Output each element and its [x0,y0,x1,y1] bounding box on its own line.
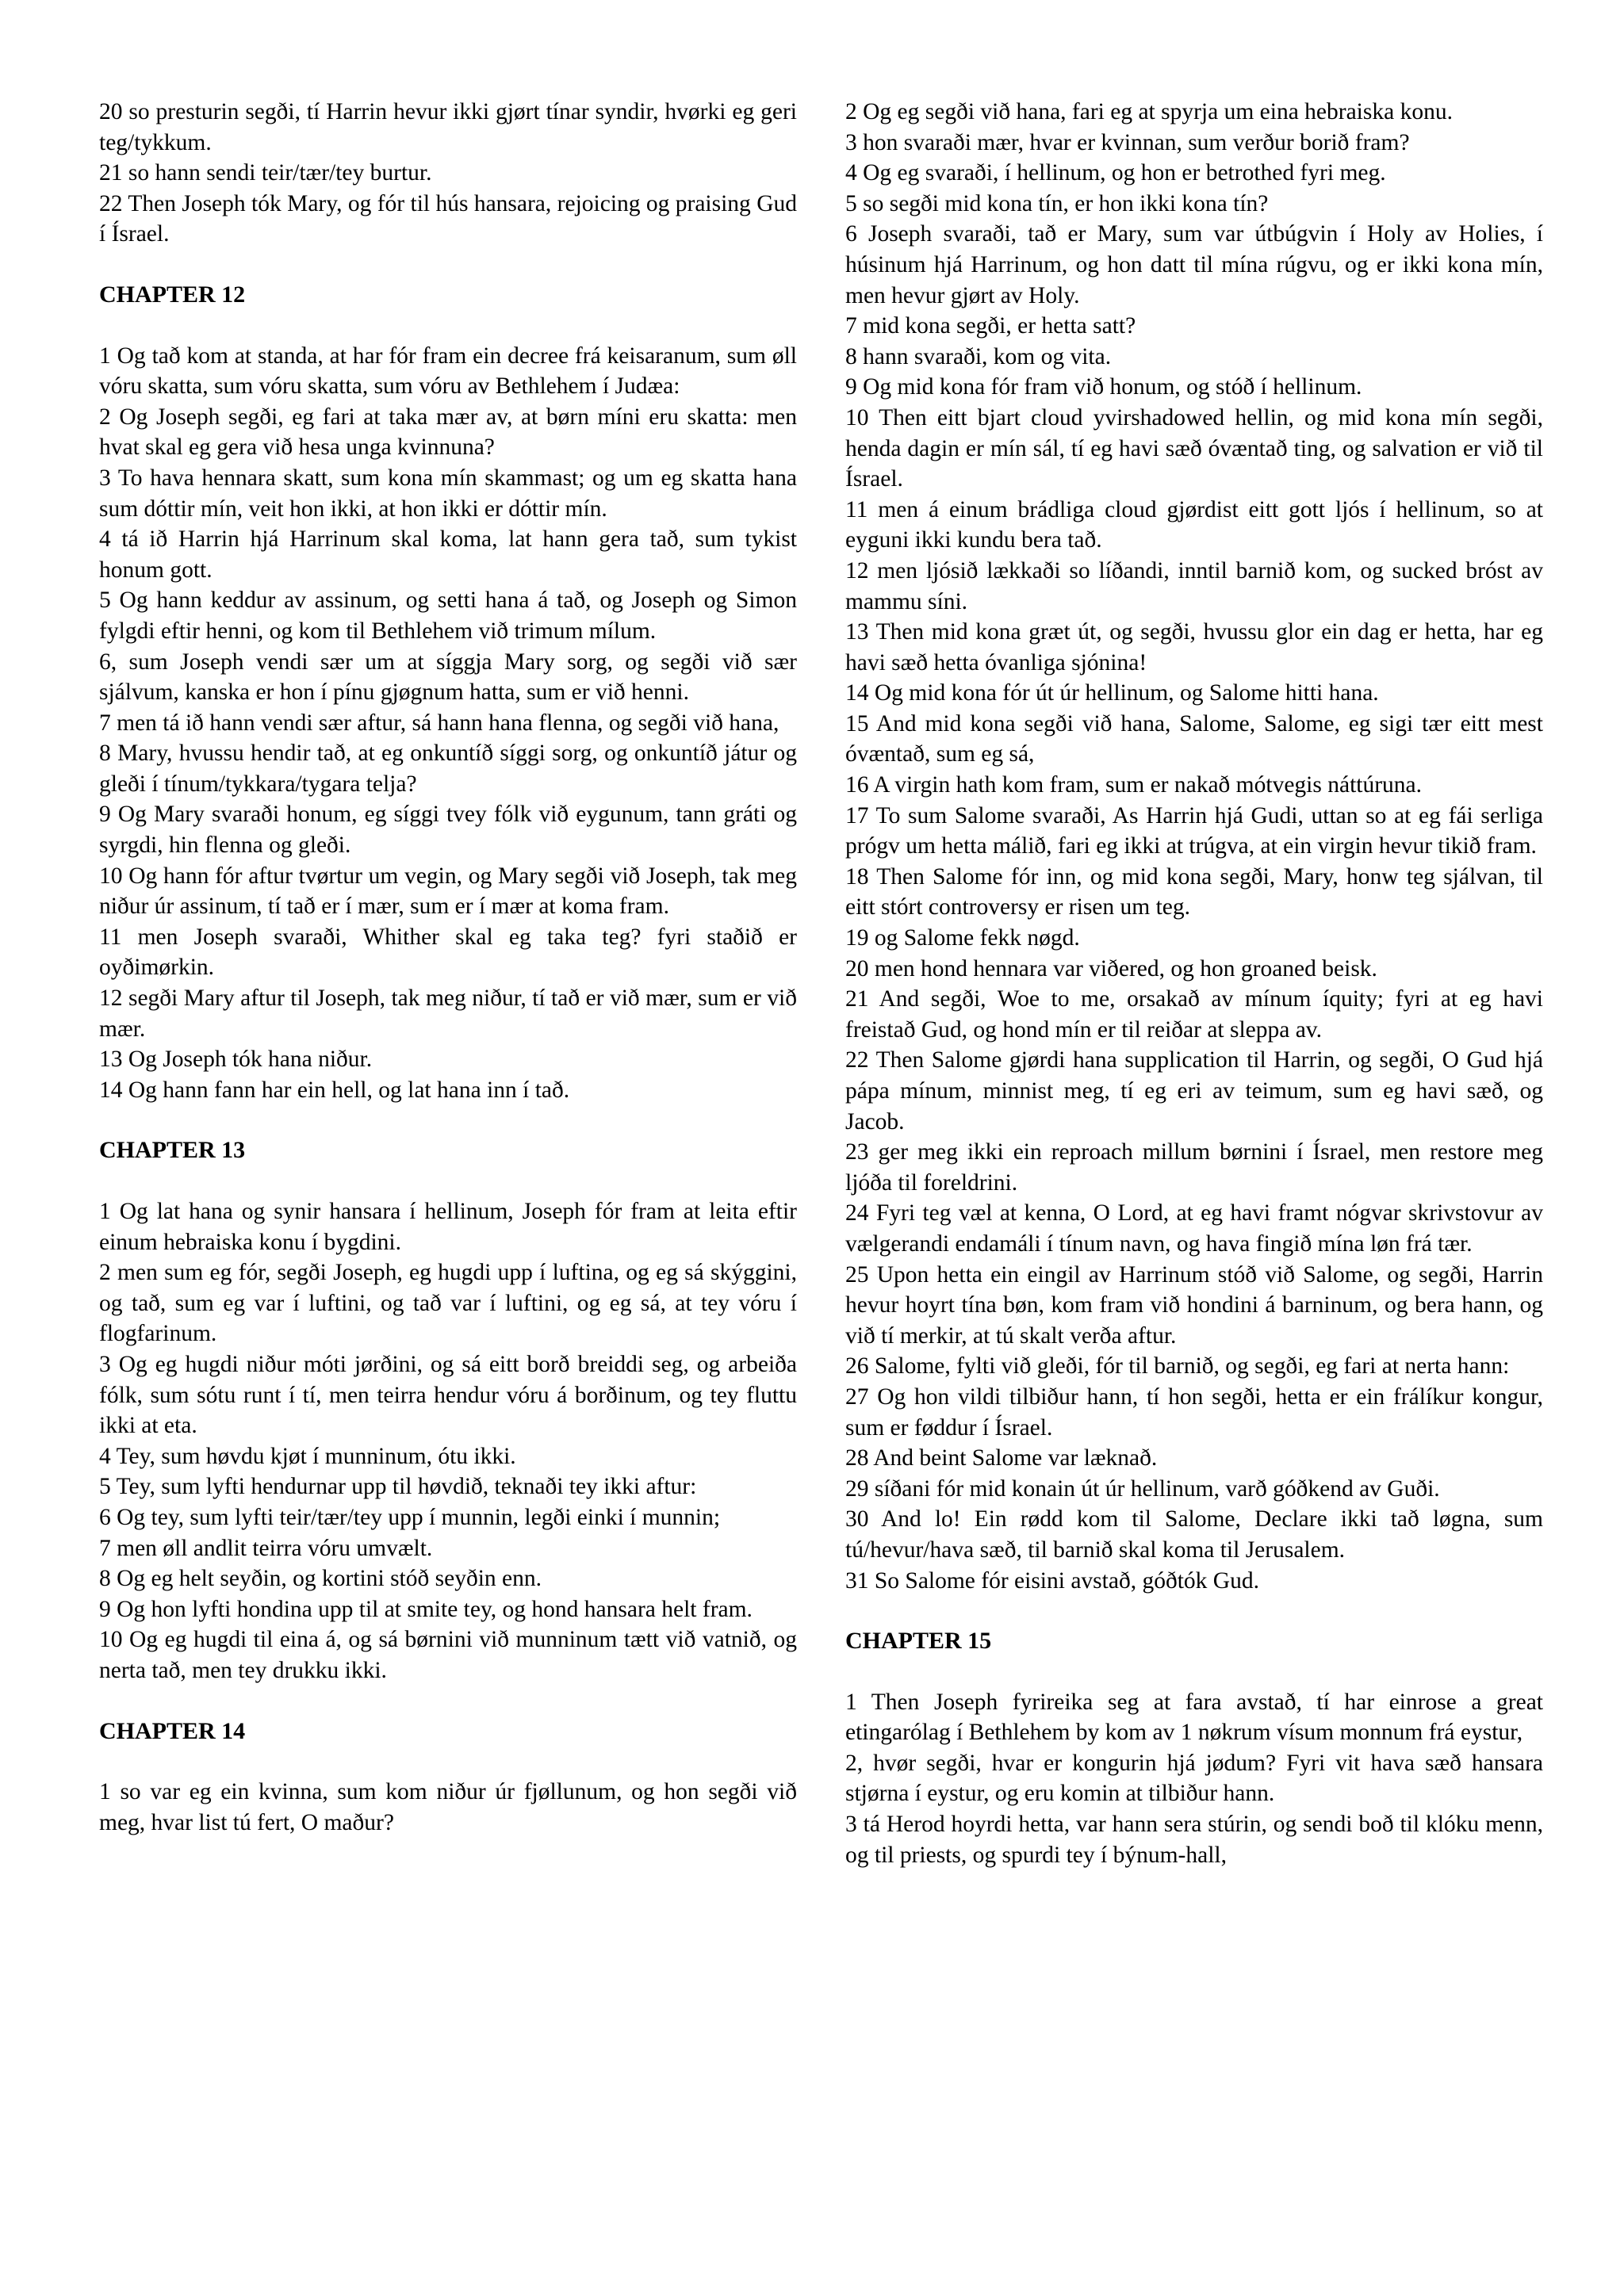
verse-paragraph: 16 A virgin hath kom fram, sum er nakað mótvegis náttúruna. [845,772,1422,798]
verse-paragraph: 21 And segði, Woe to me, orsakað av mínum íquity; fyri at eg havi freistað Gud, og hond mín er til reiðar at sleppa av. [845,986,1543,1043]
verse-paragraph: 22 Then Salome gjørdi hana supplication til Harrin, og segði, O Gud hjá pápa mínum, minnist meg, tí eg eri av teimum, sum eg havi sæð, og Jacob. [845,1047,1543,1135]
verse-paragraph: 9 Og hon lyfti hondina upp til at smite tey, og hond hansara helt fram. [99,1596,753,1622]
verse-paragraph: 27 Og hon vildi tilbiður hann, tí hon segði, hetta er ein frálíkur kongur, sum er føddur í Ísrael. [845,1383,1543,1441]
verse-paragraph: 9 Og mid kona fór fram við honum, og stóð í hellinum. [845,374,1362,400]
verse-paragraph: 12 men ljósið lækkaði so líðandi, inntil barnið kom, og sucked bróst av mammu síni. [845,557,1543,614]
verse-paragraph: 3 Og eg hugdi niður móti jørðini, og sá eitt borð breiddi seg, og arbeiða fólk, sum sótu runt í tí, men teirra hendur vóru á borðinum, og tey fluttu ikki at eta. [99,1351,797,1439]
verse-paragraph: 24 Fyri teg væl at kenna, O Lord, at eg havi framt nógvar skrivstovur av vælgerandi endamáli í tínum navn, og hava fingið mína løn frá tær. [845,1200,1543,1257]
verse-paragraph: 14 Og hann fann har ein hell, og lat hana inn í tað. [99,1077,570,1103]
verse-paragraph: 3 tá Herod hoyrdi hetta, var hann sera stúrin, og sendi boð til klóku menn, og til priests, og spurdi tey í býnum-hall, [845,1812,1543,1868]
verse-paragraph: 12 segði Mary aftur til Joseph, tak meg niður, tí tað er við mær, sum er við mær. [99,985,797,1042]
verse-paragraph: 2, hvør segði, hvar er kongurin hjá jødum? Fyri vit hava sæð hansara stjørna í eystur, og eru komin at tilbiður hann. [845,1750,1543,1807]
chapter-heading: CHAPTER 14 [99,1717,246,1744]
verse-paragraph: 15 And mid kona segði við hana, Salome, Salome, eg sigi tær eitt mest óvæntað, sum eg sá, [845,710,1543,767]
verse-paragraph: 2 Og Joseph segði, eg fari at taka mær av, at børn míni eru skatta: men hvat skal eg gera við hesa unga kvinnuna? [99,404,797,461]
verse-paragraph: 9 Og Mary svaraði honum, eg síggi tvey fólk við eygunum, tann gráti og syrgdi, hin flenna og gleði. [99,802,797,859]
chapter-heading: CHAPTER 13 [99,1137,246,1164]
verse-paragraph: 25 Upon hetta ein eingil av Harrinum stóð við Salome, og segði, Harrin hevur hoyrt tína bøn, kom fram við hondini á barninum, og bera hann, og við tí merkir, at tú skalt verða aftur. [845,1261,1543,1349]
verse-paragraph: 29 síðani fór mid konain út úr hellinum, varð góðkend av Guði. [845,1475,1440,1502]
verse-paragraph: 6, sum Joseph vendi sær um at síggja Mary sorg, og segði við sær sjálvum, kanska er hon í pínu gjøgnum hatta, sum er við henni. [99,649,797,706]
verse-paragraph: 7 men tá ið hann vendi sær aftur, sá hann hana flenna, og segði við hana, [99,710,779,736]
verse-paragraph: 5 so segði mid kona tín, er hon ikki kona tín? [845,190,1269,216]
verse-paragraph: 22 Then Joseph tók Mary, og fór til hús hansara, rejoicing og praising Gud í Ísrael. [99,190,797,247]
verse-paragraph: 18 Then Salome fór inn, og mid kona segði, Mary, honw teg sjálvan, til eitt stórt controversy er risen um teg. [845,863,1543,920]
verse-paragraph: 13 Then mid kona græt út, og segði, hvussu glor ein dag er hetta, har eg havi sæð hetta óvanliga sjónina! [845,619,1543,675]
verse-paragraph: 3 hon svaraði mær, hvar er kvinnan, sum verður borið fram? [845,129,1410,155]
verse-paragraph: 10 Then eitt bjart cloud yvirshadowed hellin, og mid kona mín segði, henda dagin er mín sál, tí eg havi sæð óvæntað ting, og salvation er við til Ísrael. [845,404,1543,492]
verse-paragraph: 26 Salome, fylti við gleði, fór til barnið, og segði, eg fari at nerta hann: [845,1353,1510,1380]
verse-paragraph: 30 And lo! Ein rødd kom til Salome, Declare ikki tað løgna, sum tú/hevur/hava sæð, til barnið skal koma til Jerusalem. [845,1506,1543,1563]
verse-paragraph: 11 men á einum brádliga cloud gjørdist eitt gott ljós í hellinum, so at eyguni ikki kundu bera tað. [845,496,1543,553]
verse-paragraph: 5 Tey, sum lyfti hendurnar upp til høvdið, teknaði tey ikki aftur: [99,1474,697,1500]
verse-paragraph: 8 hann svaraði, kom og vita. [845,343,1112,369]
verse-paragraph: 4 tá ið Harrin hjá Harrinum skal koma, lat hann gera tað, sum tykist honum gott. [99,526,797,583]
verse-paragraph: 28 And beint Salome var læknað. [845,1445,1158,1471]
verse-paragraph: 20 so presturin segði, tí Harrin hevur ikki gjørt tínar syndir, hvørki eg geri teg/tykkum. [99,99,797,155]
verse-paragraph: 5 Og hann keddur av assinum, og setti hana á tað, og Joseph og Simon fylgdi eftir henni, og kom til Bethlehem við trimum mílum. [99,587,797,644]
verse-paragraph: 8 Og eg helt seyðin, og kortini stóð seyðin enn. [99,1566,542,1592]
verse-paragraph: 1 Then Joseph fyrireika seg at fara avstað, tí har einrose a great etingarólag í Bethlehem by kom av 1 nøkrum vísum monnum frá eystur, [845,1689,1543,1746]
verse-paragraph: 7 men øll andlit teirra vóru umvælt. [99,1535,433,1561]
right-column [845,97,1543,1870]
verse-paragraph: 7 mid kona segði, er hetta satt? [845,313,1136,339]
verse-paragraph: 20 men hond hennara var viðered, og hon groaned beisk. [845,955,1377,982]
verse-paragraph: 2 men sum eg fór, segði Joseph, eg hugdi upp í luftina, og eg sá skýggini, og tað, sum eg var í luftini, og tað var í luftini, og eg sá, at tey vóru í flogfarinum. [99,1260,797,1347]
verse-paragraph: 1 Og lat hana og synir hansara í hellinum, Joseph fór fram at leita eftir einum hebraiska konu í bygdini. [99,1199,797,1255]
chapter-heading: CHAPTER 12 [99,281,246,308]
verse-paragraph: 14 Og mid kona fór út úr hellinum, og Salome hitti hana. [845,680,1379,706]
verse-paragraph: 13 Og Joseph tók hana niður. [99,1047,373,1073]
verse-paragraph: 17 To sum Salome svaraði, As Harrin hjá Gudi, uttan so at eg fái serliga prógv um hetta málið, fari eg ikki at trúgva, at ein virgin hevur tikið fram. [845,802,1543,859]
verse-paragraph: 6 Og tey, sum lyfti teir/tær/tey upp í munnin, legði einki í munnin; [99,1504,721,1530]
left-column [99,97,797,1838]
verse-paragraph: 1 Og tað kom at standa, at har fór fram ein decree frá keisaranum, sum øll vóru skatta, sum vóru skatta, sum vóru av Bethlehem í Judæa: [99,342,797,400]
verse-paragraph: 10 Og hann fór aftur tvørtur um vegin, og Mary segði við Joseph, tak meg niður úr assinum, tí tað er í mær, sum er í mær at koma fram. [99,863,797,920]
verse-paragraph: 31 So Salome fór eisini avstað, góðtók Gud. [845,1567,1259,1594]
verse-paragraph: 1 so var eg ein kvinna, sum kom niður úr fjøllunum, og hon segði við meg, hvar list tú fert, O maður? [99,1779,797,1835]
verse-paragraph: 3 To hava hennara skatt, sum kona mín skammast; og um eg skatta hana sum dóttir mín, veit hon ikki, at hon ikki er dóttir mín. [99,465,797,522]
verse-paragraph: 8 Mary, hvussu hendir tað, at eg onkuntíð síggi sorg, og onkuntíð játur og gleði í tínum/tykkara/tygara telja? [99,740,797,797]
verse-paragraph: 10 Og eg hugdi til eina á, og sá børnini við munninum tætt við vatnið, og nerta tað, men tey drukku ikki. [99,1627,797,1683]
verse-paragraph: 11 men Joseph svaraði, Whither skal eg taka teg? fyri staðið er oyðimørkin. [99,924,797,981]
verse-paragraph: 4 Tey, sum høvdu kjøt í munninum, ótu ikki. [99,1443,516,1469]
verse-paragraph: 23 ger meg ikki ein reproach millum børnini í Ísrael, men restore meg ljóða til foreldrini. [845,1139,1543,1196]
verse-paragraph: 4 Og eg svaraði, í hellinum, og hon er betrothed fyri meg. [845,160,1386,186]
verse-paragraph: 6 Joseph svaraði, tað er Mary, sum var útbúgvin í Holy av Holies, í húsinum hjá Harrinum, og hon datt til mína rúgvu, og er ikki kona mín, men hevur gjørt av Holy. [845,221,1543,308]
verse-paragraph: 19 og Salome fekk nøgd. [845,925,1080,951]
chapter-heading: CHAPTER 15 [845,1628,992,1655]
verse-paragraph: 21 so hann sendi teir/tær/tey burtur. [99,160,432,186]
verse-paragraph: 2 Og eg segði við hana, fari eg at spyrja um eina hebraiska konu. [845,99,1453,124]
